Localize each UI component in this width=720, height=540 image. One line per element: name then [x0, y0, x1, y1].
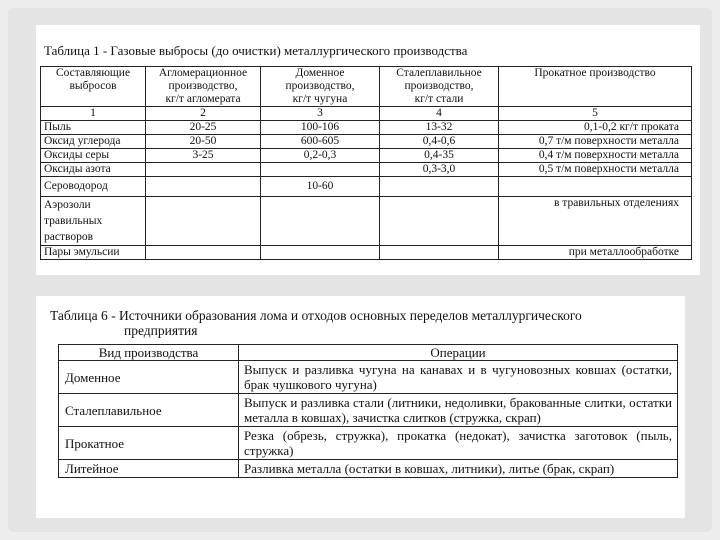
- table-cell: 3-25: [146, 149, 261, 163]
- table-cell: 10-60: [261, 177, 380, 197]
- table-row: [41, 177, 692, 197]
- table1-number-row: [41, 107, 692, 121]
- table-cell: при металлообработке: [499, 246, 692, 260]
- table2-header-cell: Операции: [239, 345, 678, 361]
- table-cell: Оксиды серы: [41, 149, 146, 163]
- column-number: 4: [380, 107, 499, 121]
- table-row: [41, 197, 692, 246]
- table-row: [59, 394, 678, 427]
- table-cell: 20-50: [146, 135, 261, 149]
- table-cell: 0,3-3,0: [380, 163, 499, 177]
- column-number: 5: [499, 107, 692, 121]
- table-row: [59, 361, 678, 394]
- table-cell: 600-605: [261, 135, 380, 149]
- table1-header-cell: Прокатное производство: [499, 67, 692, 107]
- table-cell: [146, 246, 261, 260]
- table-cell: в травильных отделениях: [499, 197, 692, 246]
- production-type: Доменное: [59, 361, 239, 394]
- table-cell: [261, 163, 380, 177]
- table-cell: 0,5 т/м поверхности металла: [499, 163, 692, 177]
- table-cell: 13-32: [380, 121, 499, 135]
- column-number: 3: [261, 107, 380, 121]
- table1-header-cell: Агломерационное производство, кг/т агломерата: [146, 67, 261, 107]
- production-type: Литейное: [59, 460, 239, 478]
- table1-header-cell: Сталеплавильное производство, кг/т стали: [380, 67, 499, 107]
- column-number: 2: [146, 107, 261, 121]
- table-cell: 0,4-0,6: [380, 135, 499, 149]
- table-cell: 20-25: [146, 121, 261, 135]
- table2-panel: [36, 296, 685, 518]
- operations-text: Выпуск и разливка стали (литники, недоливки, бракованные слитки, остатки металла в ковшах), зачистка слитков (стружка, скрап): [239, 394, 678, 427]
- table-cell: [380, 177, 499, 197]
- table-cell: 0,1-0,2 кг/т проката: [499, 121, 692, 135]
- table1-header-cell: Доменное производство, кг/т чугуна: [261, 67, 380, 107]
- table-cell: [146, 197, 261, 246]
- table-cell: [261, 246, 380, 260]
- table-cell: [380, 197, 499, 246]
- table-row: [41, 149, 692, 163]
- table-cell: Оксид углерода: [41, 135, 146, 149]
- table2-header-cell: Вид производства: [59, 345, 239, 361]
- table-cell: [380, 246, 499, 260]
- table-cell: [146, 177, 261, 197]
- table-row: [41, 121, 692, 135]
- table-cell: [499, 177, 692, 197]
- table-cell: 0,7 т/м поверхности металла: [499, 135, 692, 149]
- scrap-sources-table: [58, 344, 678, 478]
- table2-caption-line2: предприятия: [124, 323, 198, 338]
- table-cell: 100-106: [261, 121, 380, 135]
- table-cell: Пыль: [41, 121, 146, 135]
- table-cell: Аэрозоли травильных растворов: [41, 197, 146, 246]
- table1-header-cell: Составляющие выбросов: [41, 67, 146, 107]
- table-cell: Оксиды азота: [41, 163, 146, 177]
- table2-caption-line1: Таблица 6 - Источники образования лома и отходов основных переделов металлургического: [50, 308, 582, 323]
- table-cell: 0,4-35: [380, 149, 499, 163]
- table1-caption: Таблица 1 - Газовые выбросы (до очистки) металлургического производства: [44, 43, 468, 58]
- column-number: 1: [41, 107, 146, 121]
- table2-caption: [50, 308, 680, 338]
- production-type: Прокатное: [59, 427, 239, 460]
- table-row: [41, 163, 692, 177]
- table-row: [41, 246, 692, 260]
- table2-header-row: [59, 345, 678, 361]
- table1-panel: [36, 25, 700, 275]
- table-cell: 0,2-0,3: [261, 149, 380, 163]
- table-row: [41, 135, 692, 149]
- table-cell: [146, 163, 261, 177]
- emissions-table: [40, 66, 692, 260]
- table-cell: Сероводород: [41, 177, 146, 197]
- operations-text: Выпуск и разливка чугуна на канавах и в чугуновозных ковшах (остатки, брак чушкового чугуна): [239, 361, 678, 394]
- table1-header-row: [41, 67, 692, 107]
- operations-text: Разливка металла (остатки в ковшах, литники), литье (брак, скрап): [239, 460, 678, 478]
- operations-text: Резка (обрезь, стружка), прокатка (недокат), зачистка заготовок (пыль, стружка): [239, 427, 678, 460]
- production-type: Сталеплавильное: [59, 394, 239, 427]
- table-row: [59, 460, 678, 478]
- table-cell: Пары эмульсии: [41, 246, 146, 260]
- table-row: [59, 427, 678, 460]
- table-cell: 0,4 т/м поверхности металла: [499, 149, 692, 163]
- table-cell: [261, 197, 380, 246]
